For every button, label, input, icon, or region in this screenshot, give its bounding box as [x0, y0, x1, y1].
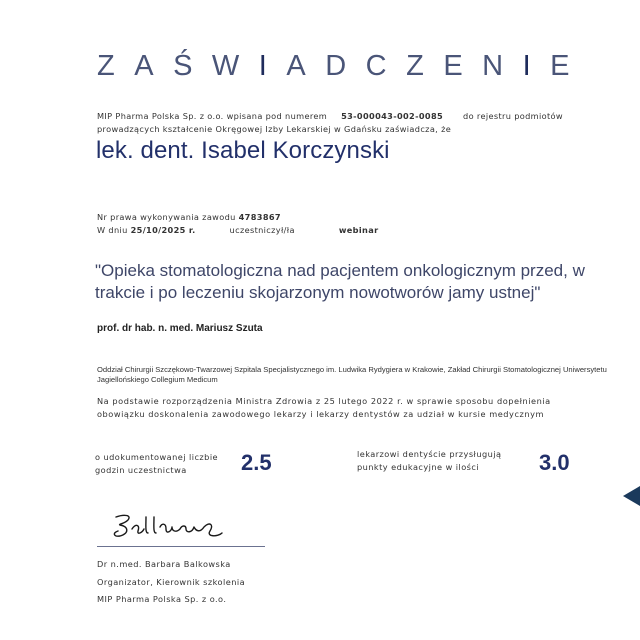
points-label-line-2: punkty edukacyjne w ilości	[357, 461, 480, 472]
title-letter: W	[211, 50, 259, 82]
signer-role: Organizator, Kierownik szkolenia	[97, 576, 246, 587]
event-format: webinar	[338, 225, 379, 235]
course-title: "Opieka stomatologiczna nad pacjentem onkologicznym przed, w trakcie i po leczeniu skojarzonym nowotworów jamy ustnej"	[95, 261, 585, 302]
title-letter: C	[365, 50, 407, 82]
issuer-text-end: do rejestru podmiotów	[463, 111, 563, 121]
legal-basis	[97, 395, 551, 421]
points-label	[357, 448, 501, 473]
title-letter: Z	[406, 50, 444, 82]
lecturer-name: prof. dr hab. n. med. Mariusz Szuta	[97, 323, 263, 334]
lecturer-institution: Oddział Chirurgii Szczękowo-Twarzowej Szpitala Specjalistycznego im. Ludwika Rydygiera w Krakowie, Zakład Chirurgii Stomatologicznej Uniwersytetu Jagiellońskiego Collegium Medicum	[97, 365, 607, 384]
points-value: 3.0	[539, 450, 570, 475]
legal-line-1: Na podstawie rozporządzenia Ministra Zdrowia z 25 lutego 2022 r. w sprawie sposobu dopełnienia	[97, 396, 551, 406]
participation-details	[97, 211, 378, 237]
title-letter: E	[443, 50, 483, 82]
title-letter: A	[134, 50, 174, 82]
hours-label-line-2: godzin uczestnictwa	[95, 464, 187, 475]
title-letter: I	[258, 50, 287, 82]
signature-image	[110, 511, 240, 541]
title-letter: Ś	[173, 50, 212, 82]
signer-company: MIP Pharma Polska Sp. z o.o.	[97, 594, 227, 604]
decorative-arrow-icon	[623, 486, 640, 506]
signature-line	[97, 546, 265, 547]
signer-name: Dr n.med. Barbara Balkowska	[97, 559, 231, 569]
issuer-line-2: prowadzących kształcenie Okręgowej Izby Lekarskiej w Gdańsku zaświadcza, że	[97, 124, 452, 134]
license-label: Nr prawa wykonywania zawodu	[97, 212, 236, 222]
issuer-statement	[97, 110, 563, 136]
hours-value: 2.5	[241, 450, 272, 475]
license-line	[97, 211, 378, 224]
points-label-line-1: lekarzowi dentyście przysługują	[357, 449, 502, 459]
date-label: W dniu	[97, 225, 128, 235]
title-letter: A	[286, 50, 326, 82]
title-letter: N	[482, 50, 523, 82]
title-letter: I	[522, 50, 551, 82]
event-date: 25/10/2025 r.	[130, 225, 196, 235]
participated-label: uczestniczył/ła	[229, 225, 295, 235]
registry-number: 53-000043-002-0085	[341, 111, 444, 121]
title-letter: E	[550, 50, 590, 82]
hours-label	[95, 451, 218, 476]
recipient-name: lek. dent. Isabel Korczynski	[96, 137, 390, 164]
date-line	[97, 224, 378, 237]
license-number: 4783867	[238, 212, 281, 222]
signer-block	[97, 556, 245, 609]
title-letter: D	[325, 50, 366, 82]
legal-line-2: obowiązku doskonalenia zawodowego lekarzy i lekarzy dentystów za udział w kursie medycznym	[97, 409, 545, 419]
certificate-title	[97, 50, 589, 83]
hours-label-line-1: o udokumentowanej liczbie	[95, 452, 219, 462]
title-letter: Z	[97, 50, 135, 82]
issuer-text: MIP Pharma Polska Sp. z o.o. wpisana pod numerem	[97, 111, 328, 121]
issuer-line-1	[97, 110, 563, 123]
